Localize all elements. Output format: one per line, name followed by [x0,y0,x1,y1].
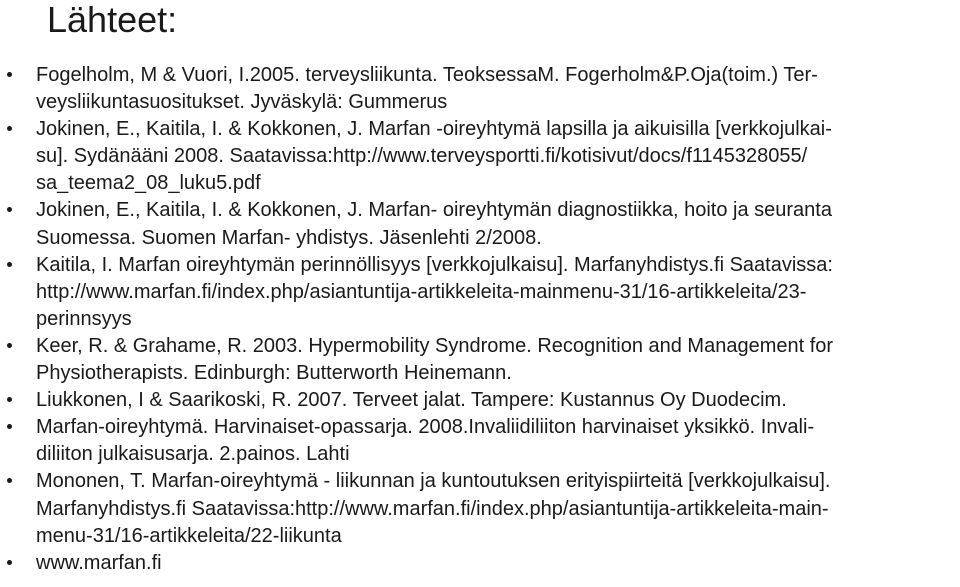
reference-line: sa_teema2_08_luku5.pdf [36,172,261,195]
reference-line: http://www.marfan.fi/index.php/asiantuntija-artikkeleita-mainmenu-31/16-artikkeleita/23- [36,280,807,303]
bullet-icon [7,478,12,483]
reference-item [0,387,960,414]
reference-item [0,62,960,116]
reference-item [0,116,960,197]
reference-line: diliiton julkaisusarja. 2.painos. Lahti [36,443,350,466]
reference-line: Fogelholm, M & Vuori, I.2005. terveysliikunta. TeoksessaM. Fogerholm&P.Oja(toim.) Ter- [36,64,818,86]
reference-line: Marfanyhdistys.fi Saatavissa:http://www.marfan.fi/index.php/asiantuntija-artikkeleita-main- [36,497,829,520]
reference-line: Mononen, T. Marfan-oireyhtymä - liikunnan ja kuntoutuksen erityispiirteitä [verkkojulkaisu]. [36,470,831,493]
reference-line: www.marfan.fi [36,551,162,574]
reference-item [0,468,960,549]
reference-line: su]. Sydänääni 2008. Saatavissa:http://www.terveysportti.fi/kotisivut/docs/f1145328055/ [36,145,808,168]
reference-line: Marfan-oireyhtymä. Harvinaiset-opassarja. 2008.Invaliidiliiton harvinaiset yksikkö. Invali- [36,416,815,439]
reference-line: Jokinen, E., Kaitila, I. & Kokkonen, J. Marfan- oireyhtymän diagnostiikka, hoito ja seuranta [36,199,832,222]
bullet-icon [7,343,12,348]
page-title: Lähteet: [47,0,178,40]
reference-item [0,197,960,251]
bullet-icon [7,207,12,212]
reference-line: perinnsyys [36,307,132,330]
reference-line: Suomessa. Suomen Marfan- yhdistys. Jäsenlehti 2/2008. [36,226,542,249]
reference-line: Physiotherapists. Edinburgh: Butterworth Heinemann. [36,362,512,385]
bullet-icon [7,126,12,131]
reference-item [0,550,960,577]
reference-item [0,252,960,333]
reference-line: Jokinen, E., Kaitila, I. & Kokkonen, J. Marfan -oireyhtymä lapsilla ja aikuisilla [verkkojulkai- [36,118,832,141]
bullet-icon [7,560,12,565]
bullet-icon [7,424,12,429]
reference-line: Keer, R. & Grahame, R. 2003. Hypermobility Syndrome. Recognition and Management for [36,334,834,357]
reference-line: menu-31/16-artikkeleita/22-liikunta [36,524,342,547]
reference-line: veysliikuntasuositukset. Jyväskylä: Gummerus [36,91,448,114]
reference-line: Kaitila, I. Marfan oireyhtymän perinnöllisyys [verkkojulkaisu]. Marfanyhdistys.fi Saatavissa: [36,253,833,276]
bullet-icon [7,262,12,267]
reference-list [0,62,960,577]
bullet-icon [7,72,12,77]
reference-line: Liukkonen, I & Saarikoski, R. 2007. Terveet jalat. Tampere: Kustannus Oy Duodecim. [36,389,787,412]
reference-item [0,333,960,387]
reference-item [0,414,960,468]
bullet-icon [7,397,12,402]
